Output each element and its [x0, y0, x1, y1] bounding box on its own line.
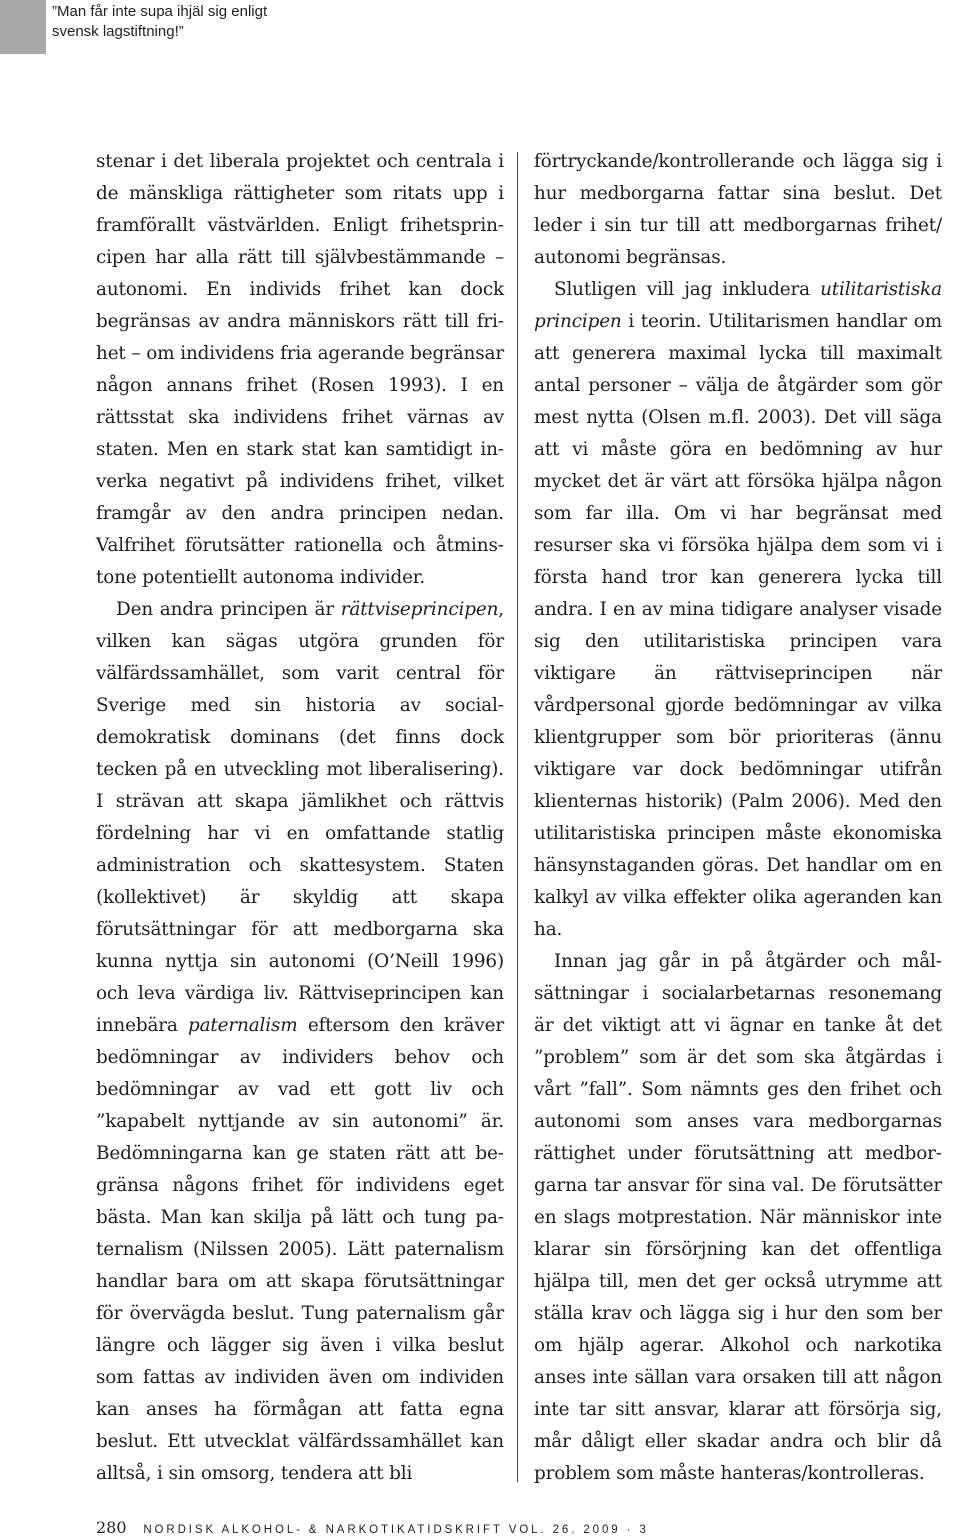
- left-p2-text-a: Den andra principen är: [116, 599, 341, 620]
- journal-name: NORDISK ALKOHOL- & NARKOTIKATIDSKRIFT VOL. 26. 2009 · 3: [143, 1524, 649, 1536]
- running-header-title: ”Man får inte supa ihjäl sig enligt svensk lagstiftning!”: [52, 3, 268, 40]
- left-paragraph-1: stenar i det liberala projektet och centrala i de mänskliga rättigheter som ritats upp i framförallt västvärlden. Enligt frihetsprincipen har alla rätt till självbestämmande – autonomi. En individs frihet kan dock begränsas av andra människors rätt till frihet – om individens fria agerande begränsar någon annans frihet (Rosen 1993). I en rättsstat ska individens frihet värnas av staten. Men en stark stat kan samtidigt inverka negativt på individens frihet, vilket framgår av den andra principen nedan. Valfrihet förutsätter rationella och åtminstone potentiellt autonoma individer.: [96, 151, 504, 588]
- right-p2-text-b: i teorin. Utilitarismen handlar om att generera maximal lycka till maximalt antal personer – välja de åtgärder som gör mest nytta (Olsen m.fl. 2003). Det vill säga att vi måste göra en bedömning av hur mycket det är värt att försöka hjälpa någon som far illa. Om vi har begränsat med resurser ska vi försöka hjälpa dem som vi i första hand tror kan generera lycka till andra. I en av mina tidigare analyser visade sig den utilitaristiska principen vara viktigare än rättviseprincipen när vårdpersonal gjorde bedömningar av vilka klientgrupper som bör prioriteras (ännu viktigare var dock bedömningar utifrån klienternas historik) (Palm 2006). Med den utilitaristiska principen måste ekonomiska hänsynstaganden göras. Det handlar om en kalkyl av vilka effekter olika ageranden kan ha.: [534, 311, 942, 940]
- left-column: [96, 146, 504, 1490]
- left-p2-text-b: , vilken kan sägas utgöra grunden för välfärdssamhället, som varit central för Sverige med sin historia av socialdemokratisk dominans (det finns dock tecken på en utveckling mot liberalisering). I strävan att skapa jämlikhet och rättvis fördelning har vi en omfattande statlig administration och skattesystem. Staten (kollektivet) är skyldig att skapa förutsättningar för att medborgarna ska kunna nyttja sin autonomi (O’Neill 1996) och leva värdiga liv. Rättviseprincipen kan innebära: [96, 599, 504, 1036]
- left-p2-term-paternalism: paternalism: [188, 1015, 298, 1036]
- header-gray-tab: [0, 0, 46, 54]
- left-paragraph-2: [96, 594, 504, 1490]
- right-column: [534, 146, 942, 1490]
- page-footer: [96, 1518, 649, 1538]
- right-paragraph-2: [534, 274, 942, 946]
- right-p2-text-a: Slutligen vill jag inkludera: [554, 279, 821, 300]
- right-paragraph-1: förtryckande/kontrollerande och lägga sig i hur medborgarna fattar sina beslut. Det leder i sin tur till att medborgarnas frihet/ autonomi begränsas.: [534, 151, 942, 268]
- left-p2-text-c: eftersom den kräver bedömningar av individers behov och bedömningar av vad ett gott liv och ”kapabelt nyttjande av sin autonomi” är. Bedömningarna kan ge staten rätt att begränsa någons frihet för individens eget bästa. Man kan skilja på lätt och tung paternalism (Nilssen 2005). Lätt paternalism handlar bara om att skapa förutsättningar för övervägda beslut. Tung paternalism går längre och lägger sig även i vilka beslut som fattas av individen även om individen kan anses ha förmågan att fatta egna beslut. Ett utvecklat välfärdssamhället kan alltså, i sin omsorg, tendera att bli: [96, 1015, 504, 1484]
- left-p2-term-rattviseprincipen: rättviseprincipen: [340, 599, 499, 620]
- column-divider: [517, 152, 518, 1482]
- right-paragraph-3: Innan jag går in på åtgärder och målsättningar i socialarbetarnas resonemang är det viktigt att vi ägnar en tanke åt det ”problem” som är det som ska åtgärdas i vårt ”fall”. Som nämnts ges den frihet och autonomi som anses vara medborgarnas rättighet under förutsättning att medborgarna tar ansvar för sina val. De förutsätter en slags motprestation. När människor inte klarar sin försörjning kan det offentliga hjälpa till, men det ger också utrymme att ställa krav och lägga sig i hur den som ber om hjälp agerar. Alkohol och narkotika anses inte sällan vara orsaken till att någon inte tar sitt ansvar, klarar att försörja sig, mår dåligt eller skadar andra och blir då problem som måste hanteras/kontrolleras.: [534, 951, 942, 1484]
- right-p2-term-utilitaristiska: utilitaristiska principen: [534, 279, 942, 332]
- page-number: 280: [96, 1518, 127, 1537]
